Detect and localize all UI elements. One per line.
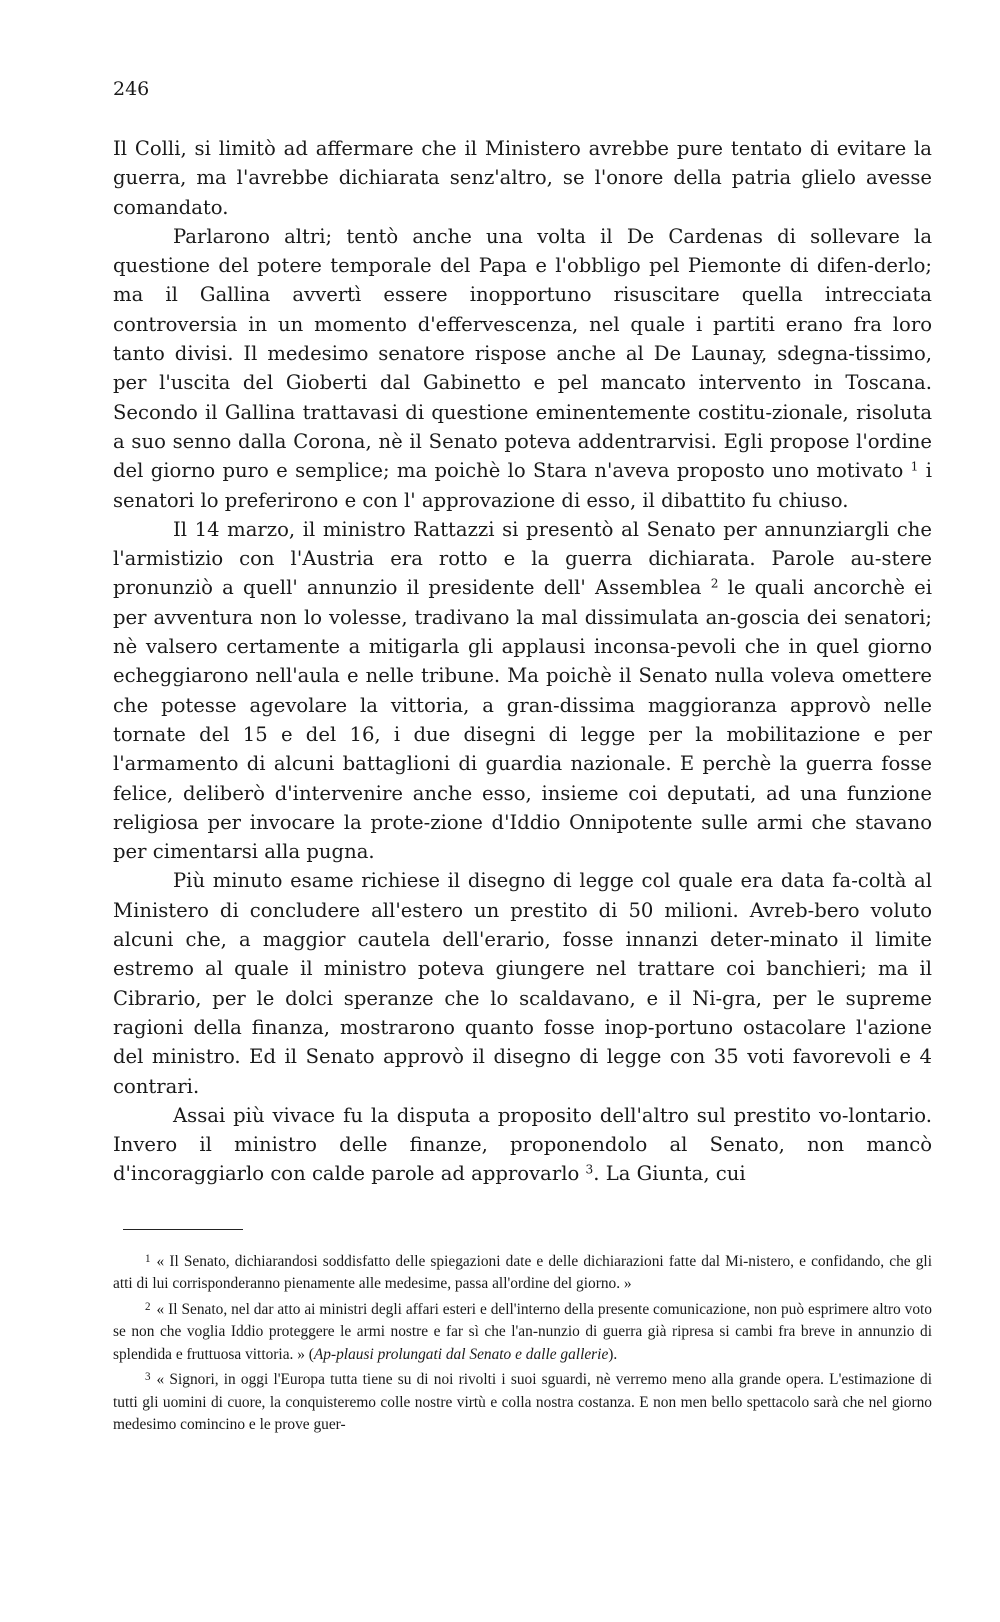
text-run: « Signori, in oggi l'Europa tutta tiene su di noi rivolti i suoi sguardi, nè verremo meno alla grande opera. L'estimazione di tutti gli uomini di cuore, la conquisteremo colle nostre virtù e colla nostra costanza. E non men bello spettacolo sarà che nel giorno medesimo comincino e le prove guer-	[113, 1371, 932, 1434]
text-run: Il Colli, si limitò ad affermare che il Ministero avrebbe pure tentato di evitare la guerra, ma l'avrebbe dichiarata senz'altro, se l'onore della patria glielo avesse comandato.	[113, 137, 932, 219]
footnote-separator	[123, 1229, 243, 1230]
text-run: Il 14 marzo, il ministro Rattazzi si presentò al Senato per annunziargli che l'armistizio con l'Austria era rotto e la guerra dichiarata. Parole au-stere pronunziò a quell' annunzio il presidente dell' Assemblea	[113, 517, 932, 600]
footnote-number: 2	[145, 1300, 151, 1313]
paragraph	[113, 866, 932, 1100]
text-run: Più minuto esame richiese il disegno di legge col quale era data fa-coltà al Ministero di concludere all'estero un prestito di 50 milioni. Avreb-bero voluto alcuni che, a maggior cautela dell'erario, fosse innanzi deter-minato il limite estremo al quale il ministro poteva giungere nel trattare coi banchieri; ma il Cibrario, per le dolci speranze che lo scaldavano, e il Ni-gra, per le supreme ragioni della finanza, mostrarono quanto fosse inop-portuno ostacolare l'azione del ministro. Ed il Senato approvò il disegno di legge con 35 voti favorevoli e 4 contrari.	[113, 869, 932, 1098]
footnote	[113, 1366, 932, 1437]
paragraph	[113, 515, 932, 867]
paragraph	[113, 1101, 932, 1189]
footnote-number: 1	[145, 1252, 151, 1265]
footnote	[113, 1296, 932, 1367]
paragraph	[113, 134, 932, 222]
text-run: Assai più vivace fu la disputa a proposito dell'altro sul prestito vo-lontario. Invero il ministro delle finanze, proponendolo al Senato, non mancò d'incoraggiarlo con calde parole ad approvarlo	[113, 1103, 932, 1186]
text-run: ).	[608, 1345, 618, 1363]
text-run: Parlarono altri; tentò anche una volta il De Cardenas di sollevare la questione del potere temporale del Papa e l'obbligo pel Piemonte di difen-derlo; ma il Gallina avvertì essere inopportuno risuscitare quella intrecciata controversia in un momento d'effervescenza, nel quale i partiti erano fra loro tanto divisi. Il medesimo senatore rispose anche al De Launay, sdegna-tissimo, per l'uscita del Gioberti dal Gabinetto e pel mancato intervento in Toscana. Secondo il Gallina trattavasi di questione eminentemente costitu-zionale, risoluta a suo senno dalla Corona, nè il Senato poteva addentrarvisi. Egli propose l'ordine del giorno puro e semplice; ma poichè lo Stara n'aveva proposto uno motivato	[113, 224, 932, 483]
footnote-reference: 2	[710, 576, 719, 591]
footnote-reference: 3	[585, 1162, 594, 1177]
footnote-reference: 1	[910, 459, 919, 474]
footnote	[113, 1248, 932, 1296]
footnote-number: 3	[145, 1371, 151, 1384]
text-run: le quali ancorchè ei per avventura non lo volesse, tradivano la mal dissimulata an-goscia dei senatori; nè valsero certamente a mitigarla gli applausi inconsa-pevoli che in quel giorno echeggiarono nell'aula e nelle tribune. Ma poichè il Senato nulla voleva omettere che potesse agevolare la vittoria, a gran-dissima maggioranza approvò nelle tornate del 15 e del 16, i due disegni di legge per la mobilitazione e per l'armamento di alcuni battaglioni di guardia nazionale. E perchè la guerra fosse felice, deliberò d'intervenire anche esso, insieme coi deputati, ad una funzione religiosa per invocare la prote-zione d'Iddio Onnipotente sulle armi che stavano per cimentarsi alla pugna.	[113, 576, 932, 864]
text-run: « Il Senato, dichiarandosi soddisfatto delle spiegazioni date e delle dichiarazioni fatte dal Mi-nistero, e confidando, che gli atti di lui corrisponderanno pienamente alle medesime, passa all'ordine del giorno. »	[113, 1252, 932, 1293]
italic-text: Ap-plausi prolungati dal Senato e dalle gallerie	[313, 1345, 609, 1363]
text-run: i senatori lo preferirono e con l' approvazione di esso, il dibattito fu chiuso.	[113, 459, 933, 512]
paragraph	[113, 222, 932, 515]
body-text	[113, 134, 932, 1189]
page-number: 246	[113, 78, 150, 100]
text-run: « Il Senato, nel dar atto ai ministri degli affari esteri e dell'interno della presente comunicazione, non può esprimere altro voto se non che voglia Iddio proteggere le armi nostre e far sì che l'an-nunzio di guerra già ripresa si cambi fra breve in annunzio di splendida e fruttuosa vittoria. » (	[113, 1300, 932, 1363]
footnotes	[113, 1248, 932, 1437]
text-run: . La Giunta, cui	[593, 1162, 746, 1186]
